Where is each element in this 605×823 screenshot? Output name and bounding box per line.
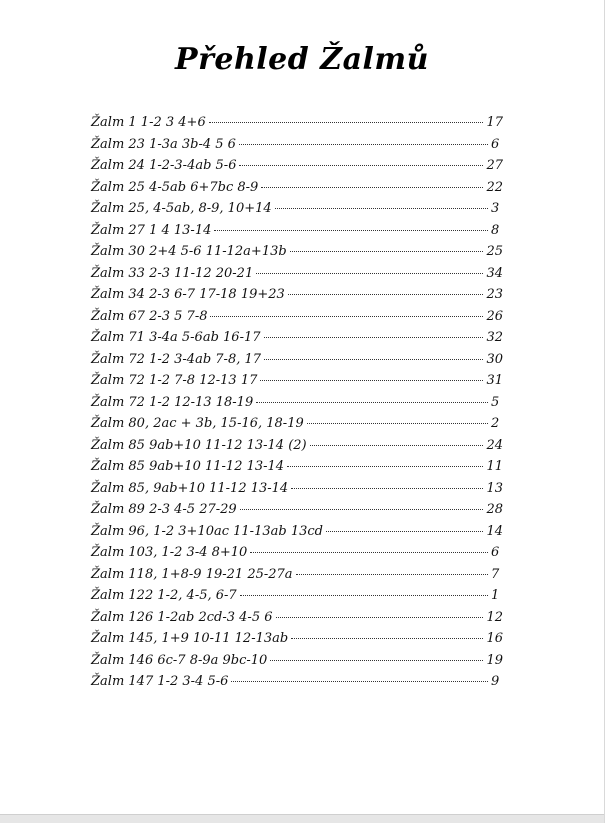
toc-entry-title: Žalm 34 2-3 6-7 17-18 19+23 [91,287,285,302]
toc-entry-title: Žalm 80, 2ac + 3b, 15-16, 18-19 [91,416,304,431]
toc-dot-leader [326,531,483,532]
toc-entry-title: Žalm 85 9ab+10 11-12 13-14 (2) [91,437,307,453]
toc-entry[interactable] [91,155,503,177]
toc-entry-page-number: 31 [486,373,503,388]
toc-entry-title: Žalm 72 1-2 7-8 12-13 17 [91,373,258,388]
toc-entry-title: Žalm 145, 1+9 10-11 12-13ab [91,631,289,646]
page-title: Přehled Žalmů [175,42,429,77]
toc-entry-title: Žalm 24 1-2-3-4ab 5-6 [91,158,237,173]
toc-entry[interactable] [91,628,503,650]
toc-entry-page-number: 6 [491,136,500,152]
toc-dot-leader [264,337,484,338]
toc-entry-page-number: 1 [491,588,500,603]
toc-entry-page-number: 24 [486,437,503,453]
toc-entry-page-number: 22 [486,179,503,195]
toc-entry-page-number: 16 [486,631,503,646]
toc-dot-leader [239,144,488,145]
toc-dot-leader [270,660,483,661]
toc-dot-leader [307,423,488,424]
toc-entry[interactable] [91,413,503,435]
toc-dot-leader [209,122,484,123]
toc-dot-leader [275,208,488,209]
toc-entry[interactable] [91,435,503,457]
toc-entry-title: Žalm 25 4-5ab 6+7bc 8-9 [91,179,259,195]
toc-entry-title: Žalm 30 2+4 5-6 11-12a+13b [91,244,287,259]
toc-entry-page-number: 7 [491,566,500,582]
toc-entry[interactable] [91,349,503,371]
toc-entry-page-number: 25 [486,244,503,259]
toc-entry-title: Žalm 147 1-2 3-4 5-6 [91,674,229,689]
toc-dot-leader [240,595,488,596]
toc-entry[interactable] [91,241,503,263]
toc-entry-title: Žalm 118, 1+8-9 19-21 25-27a [91,566,293,582]
toc-dot-leader [256,273,483,274]
toc-entry-page-number: 8 [491,222,500,238]
toc-entry-page-number: 26 [486,308,503,324]
toc-entry[interactable] [91,177,503,199]
toc-dot-leader [276,617,484,618]
toc-entry[interactable] [91,392,503,414]
toc-entry-title: Žalm 122 1-2, 4-5, 6-7 [91,588,237,603]
toc-dot-leader [288,294,484,295]
toc-dot-leader [239,165,483,166]
toc-entry-page-number: 5 [491,394,500,410]
toc-entry-page-number: 14 [486,523,503,539]
toc-entry-title: Žalm 85, 9ab+10 11-12 13-14 [91,480,289,496]
toc-entry[interactable] [91,456,503,478]
toc-entry-page-number: 3 [491,201,500,216]
toc-entry-title: Žalm 33 2-3 11-12 20-21 [91,265,254,281]
toc-entry-title: Žalm 25, 4-5ab, 8-9, 10+14 [91,201,272,216]
toc-dot-leader [310,445,484,446]
toc-entry-title: Žalm 89 2-3 4-5 27-29 [91,502,237,517]
toc-entry-page-number: 27 [486,158,503,173]
toc-entry[interactable] [91,370,503,392]
toc-entry-title: Žalm 27 1 4 13-14 [91,222,212,238]
toc-dot-leader [291,488,483,489]
toc-entry-title: Žalm 146 6c-7 8-9a 9bc-10 [91,652,268,668]
toc-dot-leader [264,359,483,360]
window-bottom-bar [0,814,604,823]
toc-dot-leader [210,316,483,317]
toc-dot-leader [214,230,488,231]
toc-entry[interactable] [91,478,503,500]
toc-entry-page-number: 6 [491,545,500,560]
toc-entry-title: Žalm 23 1-3a 3b-4 5 6 [91,136,236,152]
toc-dot-leader [261,187,483,188]
toc-entry-page-number: 34 [486,265,503,281]
toc-entry-title: Žalm 96, 1-2 3+10ac 11-13ab 13cd [91,523,323,539]
toc-entry-page-number: 11 [486,459,503,474]
toc-entry-title: Žalm 126 1-2ab 2cd-3 4-5 6 [91,609,273,625]
toc-dot-leader [240,509,484,510]
toc-dot-leader [256,402,488,403]
toc-entry[interactable] [91,220,503,242]
toc-entry-page-number: 9 [491,674,500,689]
toc-entry[interactable] [91,671,503,693]
toc-entry[interactable] [91,284,503,306]
toc-entry-page-number: 23 [486,287,503,302]
toc-dot-leader [296,574,488,575]
toc-entry-title: Žalm 103, 1-2 3-4 8+10 [91,545,248,560]
toc-dot-leader [290,251,484,252]
toc-entry[interactable] [91,499,503,521]
toc-entry-title: Žalm 72 1-2 12-13 18-19 [91,394,254,410]
toc-entry-title: Žalm 1 1-2 3 4+6 [91,115,206,130]
toc-entry[interactable] [91,607,503,629]
toc-entry-page-number: 28 [486,502,503,517]
toc-entry-page-number: 32 [486,330,503,345]
toc-entry-title: Žalm 72 1-2 3-4ab 7-8, 17 [91,351,262,367]
toc-entry[interactable] [91,585,503,607]
toc-dot-leader [250,552,488,553]
toc-entry-page-number: 12 [486,609,503,625]
toc-entry[interactable] [91,112,503,134]
toc-entry-title: Žalm 71 3-4a 5-6ab 16-17 [91,330,261,345]
table-of-contents [91,112,503,693]
toc-entry-title: Žalm 67 2-3 5 7-8 [91,308,208,324]
toc-entry-page-number: 30 [486,351,503,367]
toc-entry[interactable] [91,263,503,285]
toc-entry-page-number: 17 [486,115,503,130]
toc-entry-page-number: 13 [486,480,503,496]
toc-entry[interactable] [91,198,503,220]
toc-entry[interactable] [91,650,503,672]
toc-entry[interactable] [91,521,503,543]
toc-entry[interactable] [91,542,503,564]
toc-entry-title: Žalm 85 9ab+10 11-12 13-14 [91,459,285,474]
toc-dot-leader [260,380,483,381]
toc-entry[interactable] [91,564,503,586]
toc-entry[interactable] [91,306,503,328]
toc-dot-leader [291,638,483,639]
toc-entry-page-number: 2 [491,416,500,431]
toc-entry[interactable] [91,134,503,156]
toc-entry-page-number: 19 [486,652,503,668]
toc-dot-leader [287,466,483,467]
toc-dot-leader [231,681,488,682]
toc-entry[interactable] [91,327,503,349]
